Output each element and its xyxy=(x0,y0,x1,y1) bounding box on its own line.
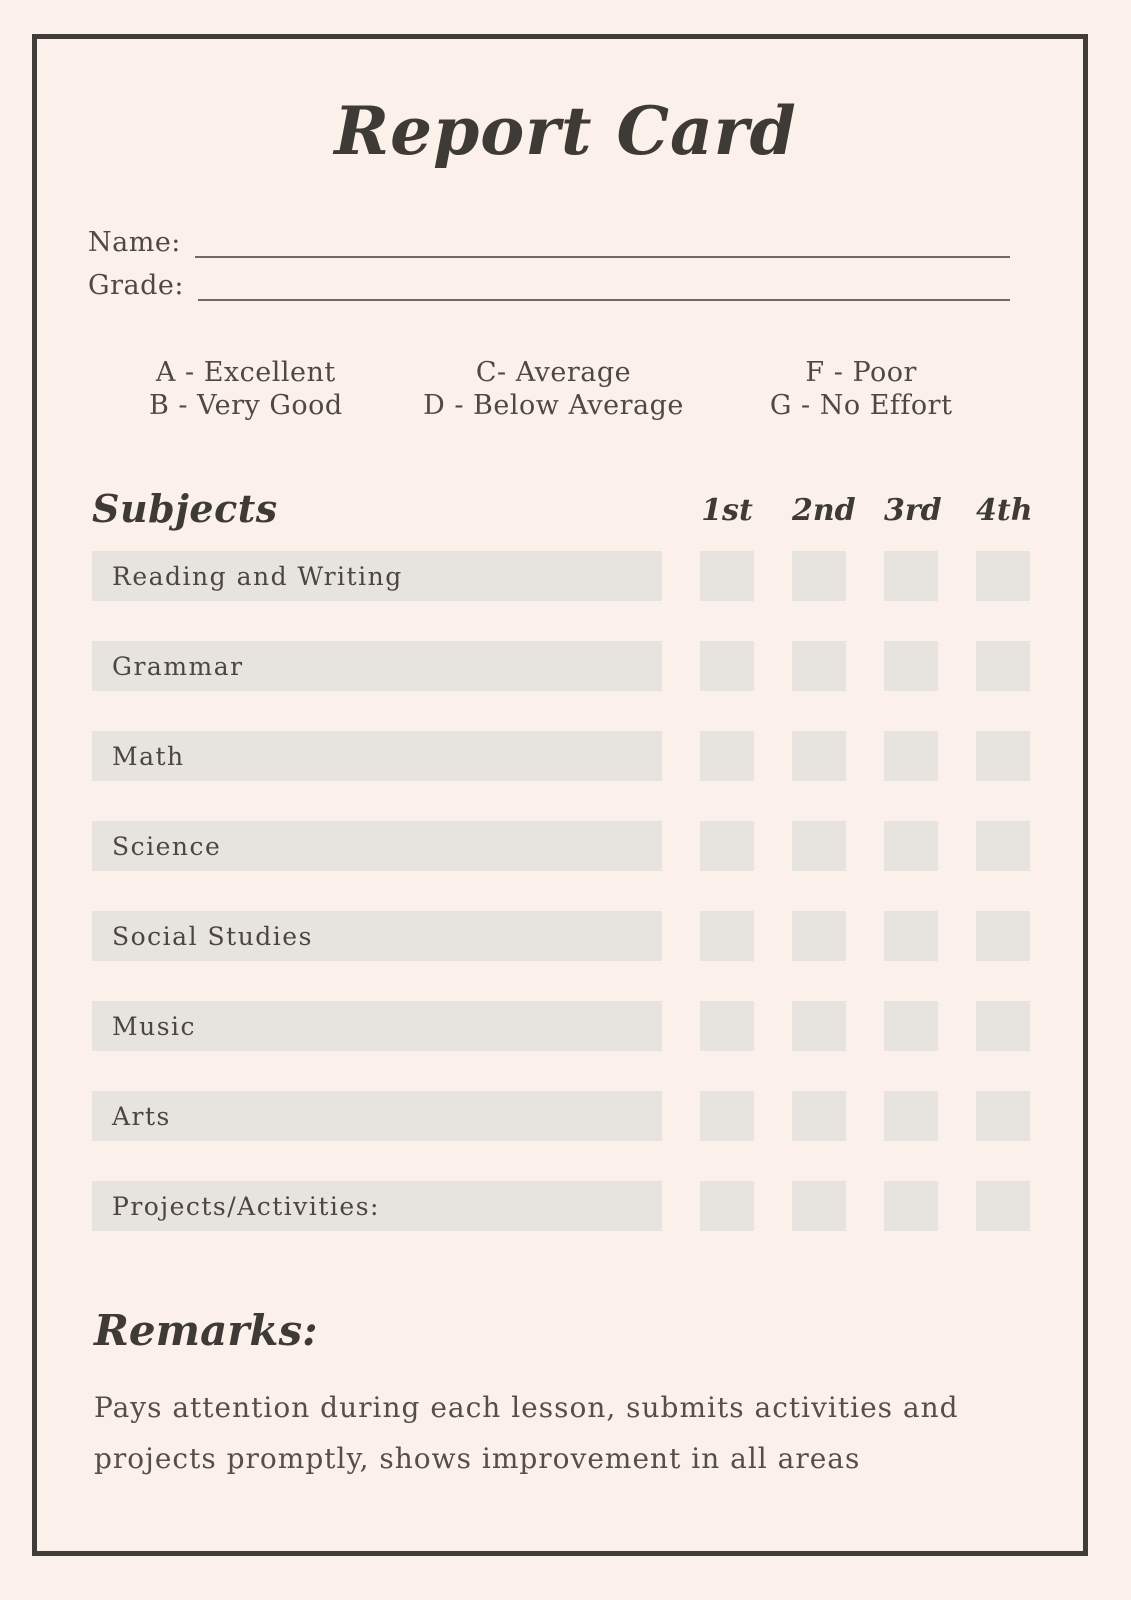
legend-item-d: D - Below Average xyxy=(423,390,684,421)
table-row xyxy=(92,1181,1030,1231)
legend-item-g: G - No Effort xyxy=(769,390,953,421)
grade-cell[interactable] xyxy=(700,821,754,871)
grade-field-row xyxy=(88,263,1010,301)
subject-label: Social Studies xyxy=(92,911,662,961)
grade-cell[interactable] xyxy=(792,731,846,781)
table-row xyxy=(92,1001,1030,1051)
grade-cell[interactable] xyxy=(884,731,938,781)
name-input-line[interactable] xyxy=(195,220,1010,258)
subject-label: Music xyxy=(92,1001,662,1051)
quarter-header-2nd: 2nd xyxy=(792,493,856,528)
name-label: Name: xyxy=(88,227,181,259)
grade-cell[interactable] xyxy=(976,1181,1030,1231)
grade-cell[interactable] xyxy=(884,1181,938,1231)
grades-table xyxy=(92,486,1033,1271)
grade-cell[interactable] xyxy=(976,821,1030,871)
grade-cell[interactable] xyxy=(884,911,938,961)
grade-cell[interactable] xyxy=(700,1001,754,1051)
name-field-row xyxy=(88,220,1010,258)
remarks-heading: Remarks: xyxy=(94,1306,318,1355)
subject-label: Science xyxy=(92,821,662,871)
grade-cell[interactable] xyxy=(884,551,938,601)
grade-label: Grade: xyxy=(88,270,184,302)
quarter-header-4th: 4th xyxy=(976,493,1033,528)
legend-column-cd xyxy=(400,356,708,422)
page-title: Report Card xyxy=(334,92,797,170)
legend-item-a: A - Excellent xyxy=(155,357,336,388)
grade-cell[interactable] xyxy=(700,641,754,691)
subject-label: Grammar xyxy=(92,641,662,691)
legend-item-f: F - Poor xyxy=(805,357,917,388)
table-row xyxy=(92,1091,1030,1141)
subject-label: Arts xyxy=(92,1091,662,1141)
grade-cell[interactable] xyxy=(792,821,846,871)
grading-legend xyxy=(92,356,1015,422)
legend-column-ab xyxy=(92,356,400,422)
quarter-header-1st: 1st xyxy=(701,493,753,528)
grade-cell[interactable] xyxy=(700,731,754,781)
table-row xyxy=(92,731,1030,781)
grade-cell[interactable] xyxy=(884,641,938,691)
legend-column-fg xyxy=(707,356,1015,422)
grade-cell[interactable] xyxy=(976,731,1030,781)
grade-cell[interactable] xyxy=(700,1181,754,1231)
grade-cell[interactable] xyxy=(792,1091,846,1141)
table-row xyxy=(92,641,1030,691)
subject-label: Reading and Writing xyxy=(92,551,662,601)
grade-cell[interactable] xyxy=(792,551,846,601)
grade-cell[interactable] xyxy=(976,911,1030,961)
table-row xyxy=(92,821,1030,871)
grade-cell[interactable] xyxy=(884,821,938,871)
grades-table-header xyxy=(92,486,1033,531)
table-row xyxy=(92,911,1030,961)
grade-cell[interactable] xyxy=(976,551,1030,601)
grade-cell[interactable] xyxy=(792,1181,846,1231)
grade-cell[interactable] xyxy=(792,1001,846,1051)
grade-cell[interactable] xyxy=(700,551,754,601)
subject-label: Projects/Activities: xyxy=(92,1181,662,1231)
table-row xyxy=(92,551,1030,601)
grade-cell[interactable] xyxy=(976,1001,1030,1051)
grade-input-line[interactable] xyxy=(198,263,1010,301)
legend-item-b: B - Very Good xyxy=(148,390,343,421)
subject-label: Math xyxy=(92,731,662,781)
remarks-text: Pays attention during each lesson, submits activities and projects promptly, shows improvement in all areas xyxy=(94,1391,959,1475)
legend-item-c: C- Average xyxy=(475,357,632,388)
grade-cell[interactable] xyxy=(976,1091,1030,1141)
grade-cell[interactable] xyxy=(700,911,754,961)
grade-cell[interactable] xyxy=(700,1091,754,1141)
grade-cell[interactable] xyxy=(884,1091,938,1141)
subjects-heading: Subjects xyxy=(92,486,278,531)
grade-cell[interactable] xyxy=(792,641,846,691)
quarter-header-3rd: 3rd xyxy=(884,493,942,528)
grade-cell[interactable] xyxy=(792,911,846,961)
grade-cell[interactable] xyxy=(976,641,1030,691)
student-fields xyxy=(88,220,1010,306)
grade-cell[interactable] xyxy=(884,1001,938,1051)
